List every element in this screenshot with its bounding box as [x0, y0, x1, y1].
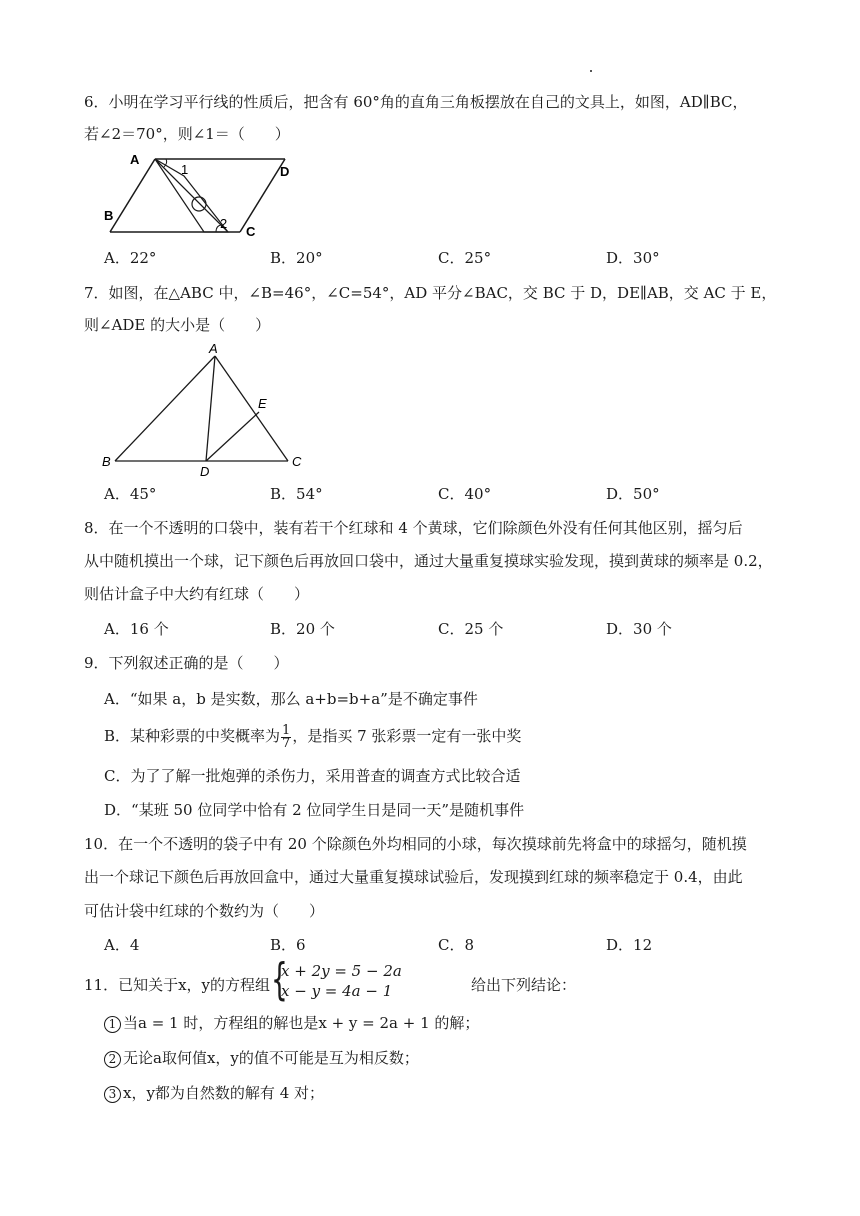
q10-options	[104, 935, 724, 955]
q11-conclusion-1-text: 当a = 1 时，方程组的解也是x + y = 2a + 1 的解；	[123, 1014, 480, 1032]
q8-stem-line2: 从中随机摸出一个球，记下颜色后再放回口袋中，通过大量重复摸球实验发现，摸到黄球的频率是 0.2，	[84, 552, 773, 570]
q9-fraction-denominator: 7	[282, 735, 291, 751]
q11-circled-1: 1	[104, 1016, 121, 1033]
q7-option-c[interactable]: C．40°	[438, 485, 492, 503]
q7-segment-ad	[206, 356, 215, 461]
q11-conclusion-1	[104, 1013, 479, 1033]
q6-option-c[interactable]: C．25°	[438, 249, 492, 267]
q7-segment-de	[206, 412, 259, 461]
q10-stem-line3: 可估计袋中红球的个数约为（ ）	[84, 902, 325, 920]
q9-option-d[interactable]: D．“某班 50 位同学中恰有 2 位同学生日是同一天”是随机事件	[104, 801, 525, 819]
q11-stem-post: 给出下列结论：	[471, 976, 577, 994]
q11-conclusion-2	[104, 1048, 419, 1068]
q11-conclusion-2-text: 无论a取何值x，y的值不可能是互为相反数；	[123, 1049, 419, 1067]
q11-conclusion-3	[104, 1083, 324, 1103]
q7-label-c: C	[292, 454, 302, 469]
q6-ruler-hole	[192, 197, 206, 211]
q9-option-c[interactable]: C．为了了解一批炮弹的杀伤力，采用普查的调查方式比较合适	[104, 767, 521, 785]
q11-circled-2: 2	[104, 1051, 121, 1068]
q9-stem: 9．下列叙述正确的是（ ）	[84, 654, 289, 672]
q7-label-a: A	[209, 341, 218, 356]
q11-stem-pre: 11．已知关于x，y的方程组	[84, 976, 271, 994]
q9-option-b-pre: B．某种彩票的中奖概率为	[104, 727, 281, 745]
q8-option-c[interactable]: C．25 个	[438, 620, 504, 638]
q7-figure-triangle	[98, 340, 313, 480]
q7-label-b: B	[102, 454, 111, 469]
q6-option-d[interactable]: D．30°	[606, 249, 660, 267]
corner-dot	[590, 70, 592, 72]
q11-conclusion-3-text: x，y都为自然数的解有 4 对；	[123, 1084, 325, 1102]
q9-option-a[interactable]: A．“如果 a，b 是实数，那么 a+b=b+a”是不确定事件	[104, 690, 478, 708]
q6-label-d: D	[280, 164, 290, 179]
q7-option-d[interactable]: D．50°	[606, 485, 660, 503]
q11-circled-3: 3	[104, 1086, 121, 1103]
q6-label-2: 2	[220, 216, 228, 231]
q6-label-a: A	[130, 152, 140, 167]
q7-side-ac	[215, 356, 288, 461]
q11-brace: {	[271, 954, 288, 1005]
q9-option-b-post: ，是指买 7 张彩票一定有一张中奖	[292, 727, 522, 745]
q6-figure-parallelogram	[100, 148, 300, 238]
q11-equation-1: x + 2y = 5 − 2a	[281, 962, 402, 980]
q8-stem-line1: 8．在一个不透明的口袋中，装有若干个红球和 4 个黄球，它们除颜色外没有任何其他区别，摇匀后	[84, 519, 743, 537]
q10-option-d[interactable]: D．12	[606, 936, 653, 954]
q8-stem-line3: 则估计盒子中大约有红球（ ）	[84, 585, 310, 603]
q7-options	[104, 484, 724, 504]
q9-fraction-numerator: 1	[282, 722, 291, 738]
q6-stem-line1: 6．小明在学习平行线的性质后，把含有 60°角的直角三角板摆放在自己的文具上，如图，AD∥BC，	[84, 93, 748, 111]
q8-option-d[interactable]: D．30 个	[606, 620, 672, 638]
q8-options	[104, 619, 724, 639]
q6-options	[104, 248, 724, 268]
q6-side-ab	[110, 159, 155, 232]
q6-label-c: C	[246, 224, 256, 238]
q7-stem-line2: 则∠ADE 的大小是（ ）	[84, 316, 271, 334]
q6-side-dc	[240, 159, 285, 232]
q10-stem-line1: 10．在一个不透明的袋子中有 20 个除颜色外均相同的小球，每次摸球前先将盒中的球摇匀，随机摸	[84, 835, 747, 853]
q8-option-a[interactable]: A．16 个	[104, 620, 169, 638]
q8-option-b[interactable]: B．20 个	[270, 620, 335, 638]
q10-option-b[interactable]: B．6	[270, 936, 306, 954]
q6-triangle-outer	[155, 159, 228, 232]
q10-option-a[interactable]: A．4	[104, 936, 140, 954]
q7-label-e: E	[258, 396, 267, 411]
q6-option-a[interactable]: A．22°	[104, 249, 157, 267]
q6-option-b[interactable]: B．20°	[270, 249, 323, 267]
q7-option-a[interactable]: A．45°	[104, 485, 157, 503]
q10-option-c[interactable]: C．8	[438, 936, 475, 954]
q9-option-b-fraction	[281, 722, 291, 751]
q6-label-b: B	[104, 208, 114, 223]
q7-stem-line1: 7．如图，在△ABC 中，∠B=46°，∠C=54°，AD 平分∠BAC，交 BC 于 D，DE∥AB，交 AC 于 E，	[84, 284, 777, 302]
q10-stem-line2: 出一个球记下颜色后再放回盒中，通过大量重复摸球试验后，发现摸到红球的频率稳定于 0.4，由此	[84, 868, 743, 886]
q7-side-ab	[115, 356, 215, 461]
q7-option-b[interactable]: B．54°	[270, 485, 323, 503]
q6-label-1: 1	[181, 162, 189, 177]
q9-option-b[interactable]	[104, 723, 521, 750]
q11-equation-2: x − y = 4a − 1	[281, 982, 393, 1000]
q6-stem-line2: 若∠2＝70°，则∠1＝（ ）	[84, 125, 290, 143]
q7-label-d: D	[200, 464, 210, 479]
